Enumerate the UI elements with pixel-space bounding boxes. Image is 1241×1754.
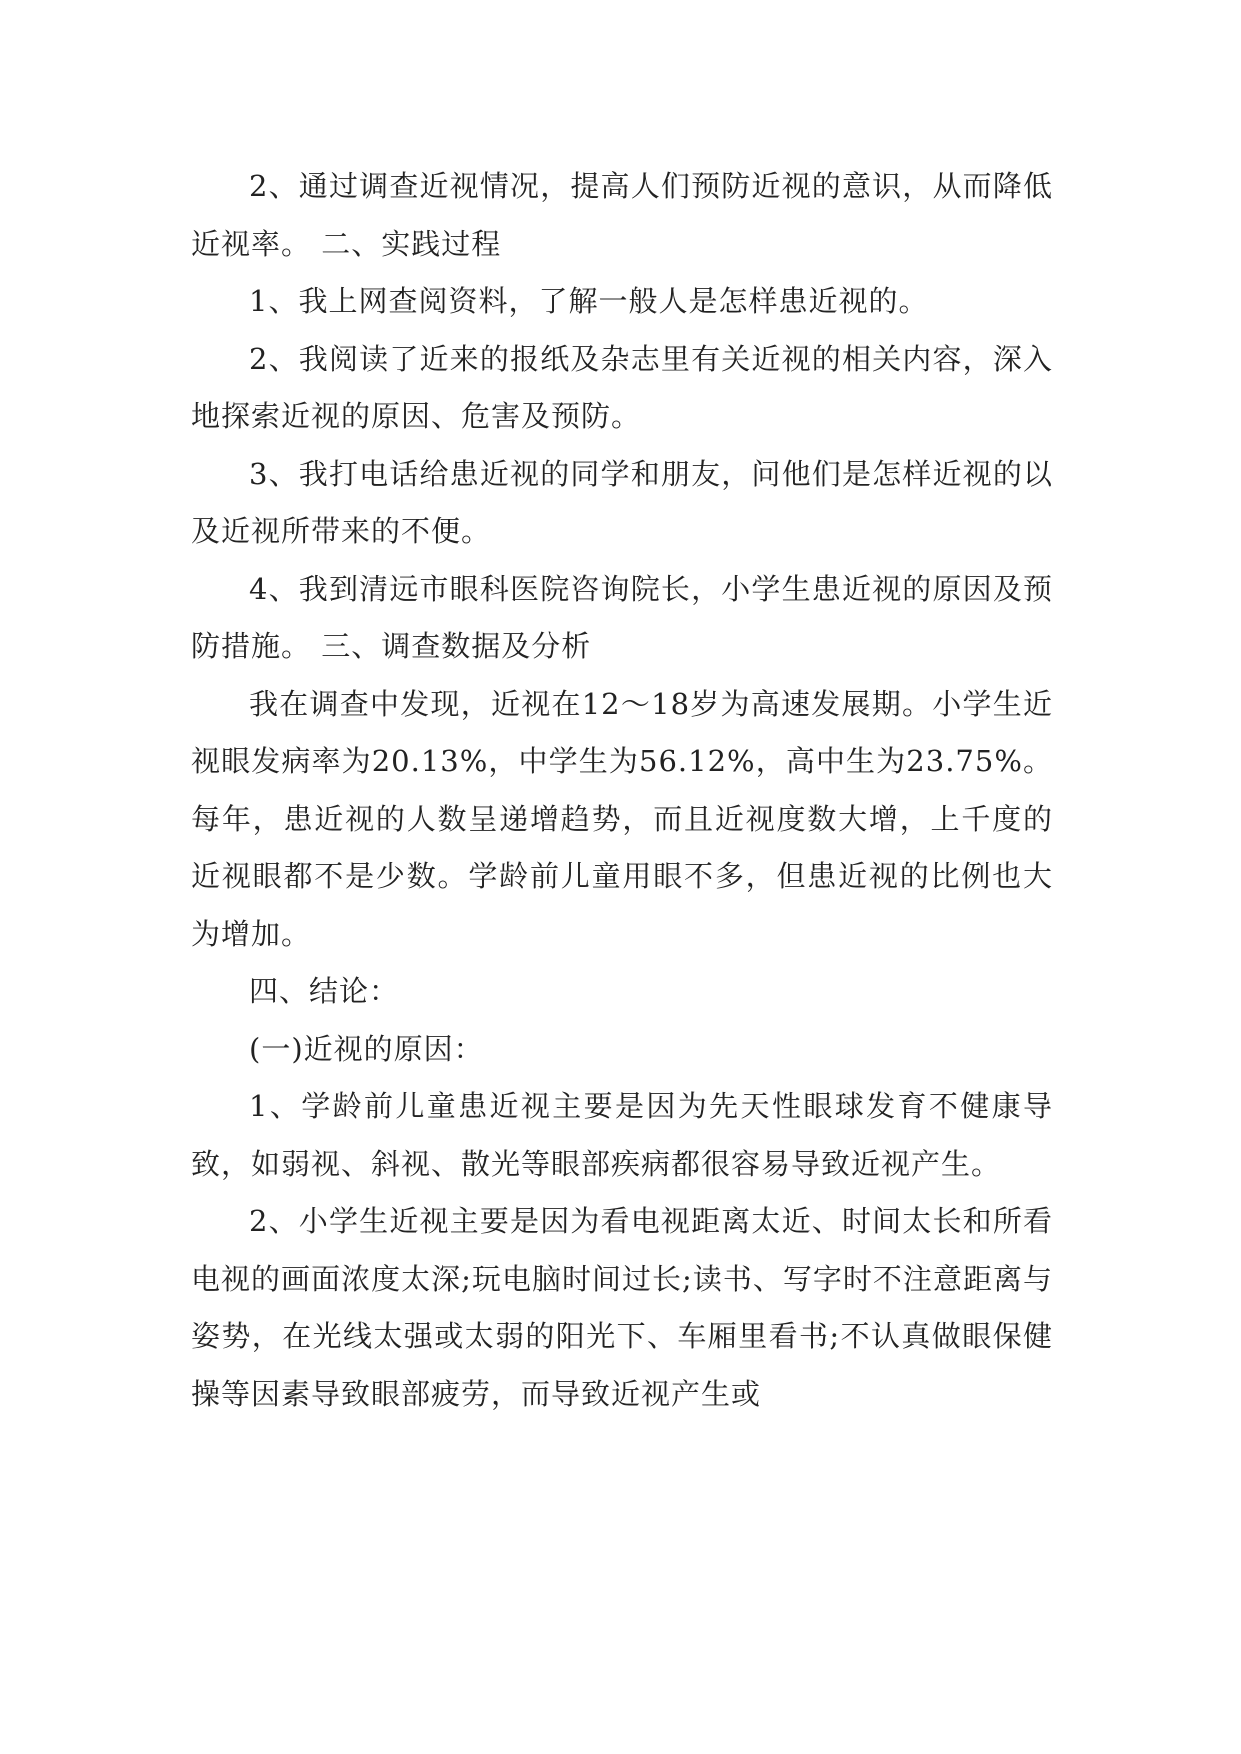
paragraph-survey-data: 我在调查中发现，近视在12～18岁为高速发展期。小学生近视眼发病率为20.13%，中学生为56.12%，高中生为23.75%。每年，患近视的人数呈递增趋势，而且近视度数大增，上千度的近视眼都不是少数。学龄前儿童用眼不多，但患近视的比例也大为增加。 — [191, 686, 1053, 951]
body-text — [191, 158, 1053, 1423]
paragraph-process-2: 2、我阅读了近来的报纸及杂志里有关近视的相关内容，深入地探索近视的原因、危害及预防。 — [191, 341, 1053, 433]
paragraph-process-3: 3、我打电话给患近视的同学和朋友，问他们是怎样近视的以及近视所带来的不便。 — [191, 456, 1053, 548]
paragraph-process-4: 4、我到清远市眼科医院咨询院长，小学生患近视的原因及预防措施。 三、调查数据及分析 — [191, 571, 1053, 663]
heading-causes: (一)近视的原因： — [249, 1031, 484, 1066]
paragraph-cause-1: 1、学龄前儿童患近视主要是因为先天性眼球发育不健康导致，如弱视、斜视、散光等眼部疾病都很容易导致近视产生。 — [191, 1089, 1053, 1181]
paragraph-process-1: 1、我上网查阅资料，了解一般人是怎样患近视的。 — [249, 284, 929, 318]
heading-conclusion: 四、结论： — [249, 974, 400, 1008]
paragraph-goal-2: 2、通过调查近视情况，提高人们预防近视的意识，从而降低近视率。 二、实践过程 — [191, 169, 1053, 261]
paragraph-cause-2: 2、小学生近视主要是因为看电视距离太近、时间太长和所看电视的画面浓度太深;玩电脑时间过长;读书、写字时不注意距离与姿势，在光线太强或太弱的阳光下、车厢里看书;不认真做眼保健操等因素导致眼部疲劳，而导致近视产生或 — [191, 1204, 1053, 1411]
